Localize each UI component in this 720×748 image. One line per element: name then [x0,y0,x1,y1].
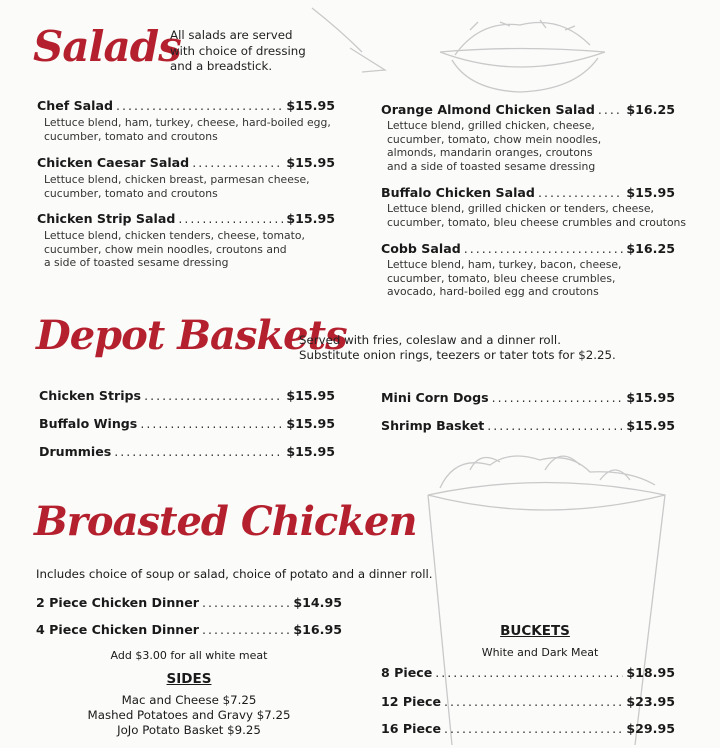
item-description [44,173,310,200]
menu-item [36,595,342,610]
desc-line: Lettuce blend, ham, turkey, cheese, hard-boiled egg, [44,116,331,129]
item-name: Buffalo Wings [39,416,138,431]
sides-heading: SIDES [166,671,212,687]
item-name: Orange Almond Chicken Salad [381,102,595,117]
menu-item [39,444,335,459]
item-price: $15.95 [286,444,335,459]
desc-line: cucumber, tomato and croutons [44,186,218,200]
item-price: $15.95 [286,155,335,170]
item-price: $16.25 [626,102,675,117]
item-name: Buffalo Chicken Salad [381,185,535,200]
item-price: $15.95 [286,388,335,403]
item-name: 2 Piece Chicken Dinner [36,595,199,610]
item-description [387,258,621,299]
desc-line: avocado, hard-boiled egg and croutons [387,285,599,299]
menu-item [37,98,335,113]
item-name: Mini Corn Dogs [381,390,489,405]
item-price: $23.95 [626,694,675,709]
menu-item [381,418,675,433]
baskets-note-line: Substitute onion rings, teezers or tater tots for $2.25. [299,348,616,362]
item-price: $15.95 [286,211,335,226]
white-meat-note: Add $3.00 for all white meat [110,649,268,662]
item-name: Chicken Strip Salad [37,211,176,226]
item-price: $15.95 [626,185,675,200]
menu-item [36,622,342,637]
item-price: $29.95 [626,721,675,736]
broasted-heading: Broasted Chicken [34,498,417,545]
item-price: $15.95 [286,416,335,431]
buckets-heading: BUCKETS [500,623,570,639]
item-description [387,202,686,229]
item-price: $16.25 [626,241,675,256]
item-name: Chicken Caesar Salad [37,155,190,170]
menu-item [381,665,675,680]
item-description [44,229,305,270]
item-price: $18.95 [626,665,675,680]
menu-item [381,185,675,200]
baskets-heading: Depot Baskets [36,312,347,359]
side-item: Mac and Cheese $7.25 [121,693,257,707]
desc-line: Lettuce blend, ham, turkey, bacon, cheese, [387,258,622,271]
item-name: Chef Salad [37,98,114,113]
desc-line: Lettuce blend, grilled chicken or tenders, cheese, [387,202,654,215]
desc-line: Lettuce blend, grilled chicken, cheese, [387,119,595,132]
menu-item [39,416,335,431]
item-name: 4 Piece Chicken Dinner [36,622,199,637]
item-price: $14.95 [293,595,342,610]
item-name: Drummies [39,444,112,459]
item-price: $15.95 [286,98,335,113]
salads-note-line: and a breadstick. [170,59,273,73]
baskets-note-line: Served with fries, coleslaw and a dinner roll. [299,333,561,347]
menu-item [37,211,335,226]
salads-heading: Salads [33,22,181,71]
menu-item [37,155,335,170]
side-item: Mashed Potatoes and Gravy $7.25 [87,708,291,722]
item-name: 8 Piece [381,665,433,680]
desc-line: cucumber, tomato, bleu cheese crumbles, [387,271,616,285]
desc-line: and a side of toasted sesame dressing [387,159,596,173]
desc-line: cucumber, tomato and croutons [44,129,218,143]
item-price: $15.95 [626,418,675,433]
salads-note-line: All salads are served [170,28,293,42]
baskets-note [299,333,616,363]
desc-line: Lettuce blend, chicken tenders, cheese, tomato, [44,229,305,242]
desc-line: cucumber, tomato, bleu cheese crumbles and croutons [387,215,687,229]
side-item: JoJo Potato Basket $9.25 [117,723,261,737]
broasted-note: Includes choice of soup or salad, choice of potato and a dinner roll. [36,567,433,581]
desc-line: Lettuce blend, chicken breast, parmesan cheese, [44,173,310,186]
item-name: Chicken Strips [39,388,142,403]
salads-note-line: with choice of dressing [170,43,306,58]
item-price: $15.95 [626,390,675,405]
menu-item [381,390,675,405]
item-name: Shrimp Basket [381,418,485,433]
item-description [44,116,331,143]
item-description [387,119,601,173]
item-name: Cobb Salad [381,241,461,256]
salads-note [170,28,306,75]
item-price: $16.95 [293,622,342,637]
desc-line: a side of toasted sesame dressing [44,256,229,270]
sides-list [36,693,342,738]
desc-line: almonds, mandarin oranges, croutons [387,146,593,160]
menu-item [381,721,675,736]
menu-item [381,241,675,256]
menu-item [381,694,675,709]
item-name: 16 Piece [381,721,442,736]
desc-line: cucumber, tomato, chow mein noodles, [387,132,602,146]
buckets-subtitle: White and Dark Meat [481,646,599,659]
item-name: 12 Piece [381,694,442,709]
desc-line: cucumber, chow mein noodles, croutons and [44,242,287,256]
menu-item [39,388,335,403]
menu-item [381,102,675,117]
